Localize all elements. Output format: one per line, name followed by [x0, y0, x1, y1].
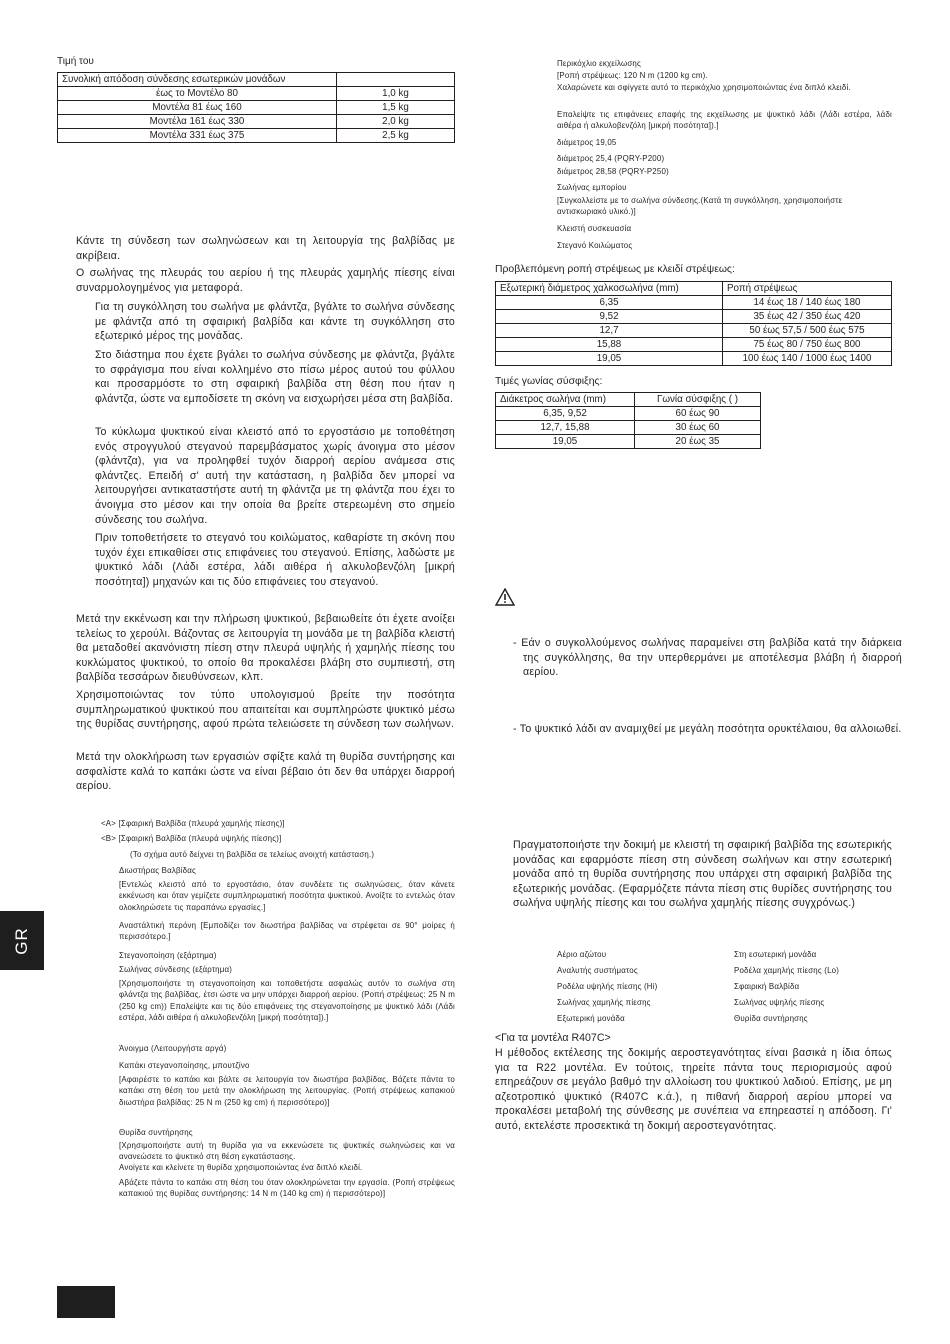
- legend-item: Αναστάλτική περόνη [Εμποδίζει τον διωστήρα βαλβίδας να στρέφεται σε 90° μοίρες ή περισσότερο.]: [119, 921, 455, 942]
- legend-item: Σωλήνας σύνδεσης (εξάρτημα): [119, 965, 233, 974]
- airtight-paragraph: Πραγματοποιήστε την δοκιμή με κλειστή τη σφαιρική βαλβίδα της εσωτερικής μονάδας και εφαρμόστε πίεση στη σύνδεση σωλήνων και στην εσωτερική μονάδα από τη θυρίδα συντήρησης που υπάρχει στη σφαιρική βαλβίδα της εξωτερικής μονάδας. (Εφαρμόζετε πάντα πίεση στις θυρίδες συντήρησης του σωλήνα υψηλής πίεσης και του σωλήνα χαμηλής πίεσης συγχρόνως.): [513, 839, 892, 910]
- legend-item-desc: [Εντελώς κλειστό από το εργοστάσιο, όταν συνδέετε τις σωληνώσεις, όταν κάνετε εκκένωση και όταν γεμίζετε συμπληρωματική ποσότητα ψυκτικού. Ανοίξτε το εντελώς όταν ολοκληρώσετε τις παραπάνω εργασίες.]: [119, 880, 455, 912]
- paragraph: Για τη συγκόλληση του σωλήνα με φλάντζα, βγάλτε το σωλήνα σύνδεσης με φλάντζα από τη σφαιρική βαλβίδα και κάντε τη συγκόλληση στο εξωτερικό μέρος της μονάδας.: [95, 301, 455, 343]
- paragraph: Χρησιμοποιώντας τον τύπο υπολογισμού βρείτε την ποσότητα συμπληρωματικού ψυκτικού που απαιτείται και συμπληρώστε ψυκτικό μέσω της θυρίδας συντήρησης, αφού πρώτα τελειώσετε τη σύνδεση των σωλήνων.: [76, 689, 455, 731]
- legend-item: Ροδέλα υψηλής πίεσης (Hi): [557, 982, 658, 991]
- section-heading: <Για τα μοντέλα R407C>: [495, 1032, 611, 1044]
- legend-item-desc: Επαλείψτε τις επιφάνειες επαφής της εκχείλωσης με ψυκτικό λάδι (Λάδι εστέρα, λάδι αιθέρα ή αλκυλοβενζόλη [μικρή ποσότητα]).]: [557, 110, 892, 131]
- table-row: 19,05 20 έως 35: [496, 435, 761, 449]
- legend-item: Αέριο αζώτου: [557, 950, 607, 959]
- warning-text: - Εάν ο συγκολλούμενος σωλήνας παραμείνει στη βαλβίδα κατά την διάρκεια της συγκόλλησης, θα την υπερθερμάνει με αποτέλεσμα βλάβη ή διαρροή αερίου.: [513, 637, 902, 679]
- legend-item-desc: [Αφαιρέστε το καπάκι και βάλτε σε λειτουργία τον διωστήρα βαλβίδας. Βάζετε πάντα το καπάκι στη θέση του μετά την ολοκλήρωση της λειτουργίας. (Ροπή στρέψεως καπακιού διωστήρα βαλβίδας: 25 N m (250 kg cm) ή περισσότερο)]: [119, 1075, 455, 1107]
- table-row: Μοντέλα 81 έως 160 1,5 kg: [58, 101, 455, 115]
- legend-item: Σωλήνας εμπορίου: [557, 183, 627, 192]
- table-header: Ροπή στρέψεως: [723, 282, 892, 296]
- legend-item: Καπάκι στεγανοποίησης, μπουτζίνο: [119, 1061, 250, 1070]
- torque-caption: Προβλεπόμενη ροπή στρέψεως με κλειδί στρέψεως:: [495, 264, 735, 275]
- table-row: 19,05 100 έως 140 / 1000 έως 1400: [496, 352, 892, 366]
- table-header: Διάκετρος σωλήνα (mm): [496, 393, 635, 407]
- legend-item-desc: [Χρησιμοποιήστε τη στεγανοποίηση και τοποθετήστε ασφαλώς αυτόν το σωλήνα στη φλάντζα της βαλβίδας, έτσι ώστε να μην υπάρχει διαρροή αερίου. (Ροπή στρέψεως: 25 N m (250 kg cm)) Επαλείψτε και τις δύο επιφάνειες της στεγανοποίησης με ψυκτικό λάδι (Λάδι εστέρα, λάδι αιθέρα ή αλκυλοβενζόλη [μικρή ποσότητα]).]: [119, 979, 455, 1023]
- warning-icon: [495, 588, 515, 606]
- legend-item: διάμετρος 28,58 (PQRY-P250): [557, 167, 669, 176]
- table-row: 15,88 75 έως 80 / 750 έως 800: [496, 338, 892, 352]
- legend-item: Σωλήνας χαμηλής πίεσης: [557, 998, 651, 1007]
- paragraph: Το κύκλωμα ψυκτικού είναι κλειστό από το εργοστάσιο με τοποθέτηση ενός στρογγυλού στεγανού παρεμβάσματος χωρίς άνοιγμα στο μέσον (φλάντζα), για να προληφθεί τυχόν διαρροή αερίου ανάμεσα στις φλάντζες. Επειδή σ' αυτή την κατάσταση, η βαλβίδα δεν μπορεί να λειτουργήσει αντικαταστήστε αυτή τη φλάντζα με τη φλάντζα που έχει το άνοιγμα στο μέσον και την οποία θα βρείτε στερεωμένη στο σημείο σύνδεσης του σωλήνα.: [95, 426, 455, 526]
- page-number-box: [57, 1286, 115, 1318]
- legend-item: Σφαιρική Βαλβίδα: [734, 982, 800, 991]
- table-row: 12,7, 15,88 30 έως 60: [496, 421, 761, 435]
- table-row: 6,35 14 έως 18 / 140 έως 180: [496, 296, 892, 310]
- legend-item: διάμετρος 25,4 (PQRY-P200): [557, 154, 665, 163]
- table-row: [496, 393, 761, 407]
- table-row: 12,7 50 έως 57,5 / 500 έως 575: [496, 324, 892, 338]
- legend-item-desc: [Συγκολλείστε με το σωλήνα σύνδεσης.(Κατά τη συγκόλληση, χρησιμοποιήστε αντισκωριακό υλικό.)]: [557, 196, 843, 217]
- language-tab: GR: [0, 911, 44, 970]
- paragraph: Η μέθοδος εκτέλεσης της δοκιμής αεροστεγανότητας είναι βασικά η ίδια όπως για τα R22 μοντέλα. Εν τούτοις, τηρείτε πάντα τους περιορισμούς αφού επηρεάζουν σε μεγάλο βαθμό την αλλοίωση του ψυκτικού λαδιού. Επίσης, με μη αζεοτροπικό ψυκτικό (R407C κ.ά.), η πιθανή διαρροή αερίου μπορεί να προκαλέσει μεταβολή της σύνθεσης με συνέπεια να επηρεαστεί η απόδοση. Γι' αυτό, εκτελέστε προσεκτικά τη δοκιμή αεροστεγανότητας.: [495, 1047, 892, 1132]
- paragraph: Κάντε τη σύνδεση των σωληνώσεων και τη λειτουργία της βαλβίδας με ακρίβεια.: [76, 235, 455, 262]
- paragraph: Μετά την εκκένωση και την πλήρωση ψυκτικού, βεβαιωθείτε ότι έχετε ανοίξει τελείως το χερούλι. Βάζοντας σε λειτουργία τη μονάδα με τη βαλβίδα κλειστή θα μεταδοθεί ακανόνιστη πίεση στην πλευρά υψηλής ή χαμηλής πίεσης του κυκλώματος ψυκτικού, το οποίο θα προκαλέσει βλάβη στο συμπιεστή, στη βαλβίδα τεσσάρων διευθύνσεων, κλπ.: [76, 613, 455, 684]
- legend-item: Αναλυτής συστήματος: [557, 966, 638, 975]
- legend-item-desc: Ανοίγετε και κλείνετε τη θυρίδα χρησιμοποιώντας ένα διπλό κλειδί.: [119, 1163, 363, 1172]
- legend-label-b: <B> [Σφαιρική Βαλβίδα (πλευρά υψηλής πίεσης)]: [101, 834, 282, 843]
- legend-item: Θυρίδα συντήρησης: [734, 1014, 808, 1023]
- torque-table: [495, 281, 892, 366]
- paragraph: Πριν τοποθετήσετε το στεγανό του κοιλώματος, καθαρίστε τη σκόνη που τυχόν έχει επικαθίσει στις επιφάνειες του στεγανού. Επίσης, λαδώστε με ψυκτικό λάδι (Λάδι εστέρα, λάδι αιθέρα ή αλκυλοβενζόλη [μικρή ποσότητα]) μηχανών και τις δύο επιφάνειες του στεγανού.: [95, 532, 455, 588]
- legend-item: Περικόχλιο εκχείλωσης: [557, 59, 642, 68]
- legend-item-desc: Αβάζετε πάντα το καπάκι στη θέση του όταν ολοκληρώνεται την εργασία. (Ροπή στρέψεως καπακιού της θυρίδας συντήρησης: 14 N m (140 kg cm) ή περισσότερο)]: [119, 1178, 455, 1199]
- legend-item: διάμετρος 19,05: [557, 138, 617, 147]
- legend-item: Κλειστή συσκευασία: [557, 224, 632, 233]
- table-row: 6,35, 9,52 60 έως 90: [496, 407, 761, 421]
- legend-item: Ροδέλα χαμηλής πίεσης (Lo): [734, 966, 840, 975]
- figure-note: (Το σχήμα αυτό δείχνει τη βαλβίδα σε τελείως ανοιχτή κατάσταση.): [130, 850, 375, 859]
- table-row: 9,52 35 έως 42 / 350 έως 420: [496, 310, 892, 324]
- table-row: Μοντέλα 161 έως 330 2,0 kg: [58, 115, 455, 129]
- table-caption: Τιμή του: [57, 56, 94, 67]
- table-row: [496, 282, 892, 296]
- paragraph: Ο σωλήνας της πλευράς του αερίου ή της πλευράς χαμηλής πίεσης είναι συναρμολογημένος για μεταφορά.: [76, 267, 455, 294]
- refrigerant-amount-table: [57, 72, 455, 143]
- table-row: [58, 73, 455, 87]
- legend-item: Στεγανό Κοιλώματος: [557, 241, 633, 250]
- table-header: Γωνία σύσφιξης ( ): [635, 393, 761, 407]
- legend-item: Άνοιγμα (Λειτουργήστε αργά): [119, 1044, 227, 1053]
- legend-item: Εξωτερική μονάδα: [557, 1014, 625, 1023]
- legend-item-desc: [Ροπή στρέψεως: 120 N m (1200 kg cm).: [557, 71, 708, 80]
- legend-item: Θυρίδα συντήρησης: [119, 1128, 193, 1137]
- legend-item-desc: [Χρησιμοποιήστε αυτή τη θυρίδα για να εκκενώσετε τις ψυκτικές σωληνώσεις και να ανανεώσετε το ψυκτικό στη θέση εγκατάστασης.: [119, 1141, 455, 1162]
- angle-caption: Τιμές γωνίας σύσφιξης:: [495, 376, 603, 387]
- warning-text: - Το ψυκτικό λάδι αν αναμιχθεί με μεγάλη ποσότητα ορυκτέλαιου, θα αλλοιωθεί.: [513, 723, 902, 735]
- legend-item: Στεγανοποίηση (εξάρτημα): [119, 951, 217, 960]
- table-header: Συνολική απόδοση σύνδεσης εσωτερικών μονάδων: [58, 73, 337, 87]
- paragraph: Στο διάστημα που έχετε βγάλει το σωλήνα σύνδεσης με φλάντζα, βγάλτε το σφράγισμα που είναι κολλημένο στο πίσω μέρος αυτού του φύλλου και προσαρμόστε το στη σφαιρική βαλβίδα στη θέση που ήταν η φλάντζα, ώστε να εμποδίσετε τη σκόνη να εισχωρήσει μέσα στη βαλβίδα.: [95, 349, 455, 405]
- table-row: Μοντέλα 331 έως 375 2,5 kg: [58, 129, 455, 143]
- legend-item-desc: Χαλαρώνετε και σφίγγετε αυτό το περικόχλιο χρησιμοποιώντας ένα διπλό κλειδί.: [557, 83, 851, 92]
- table-header: Εξωτερική διάμετρος χαλκοσωλήνα (mm): [496, 282, 723, 296]
- paragraph: Μετά την ολοκλήρωση των εργασιών σφίξτε καλά τη θυρίδα συντήρησης και ασφαλίστε καλά το καπάκι ώστε να είναι βέβαιο ότι δεν θα υπάρχει διαρροή αερίου.: [76, 751, 455, 793]
- legend-item: Σωλήνας υψηλής πίεσης: [734, 998, 825, 1007]
- table-row: έως το Μοντέλο 80 1,0 kg: [58, 87, 455, 101]
- legend-label-a: <A> [Σφαιρική Βαλβίδα (πλευρά χαμηλής πίεσης)]: [101, 819, 285, 828]
- angle-table: [495, 392, 761, 449]
- legend-item: Διωστήρας Βαλβίδας: [119, 866, 197, 875]
- legend-item: Στη εσωτερική μονάδα: [734, 950, 817, 959]
